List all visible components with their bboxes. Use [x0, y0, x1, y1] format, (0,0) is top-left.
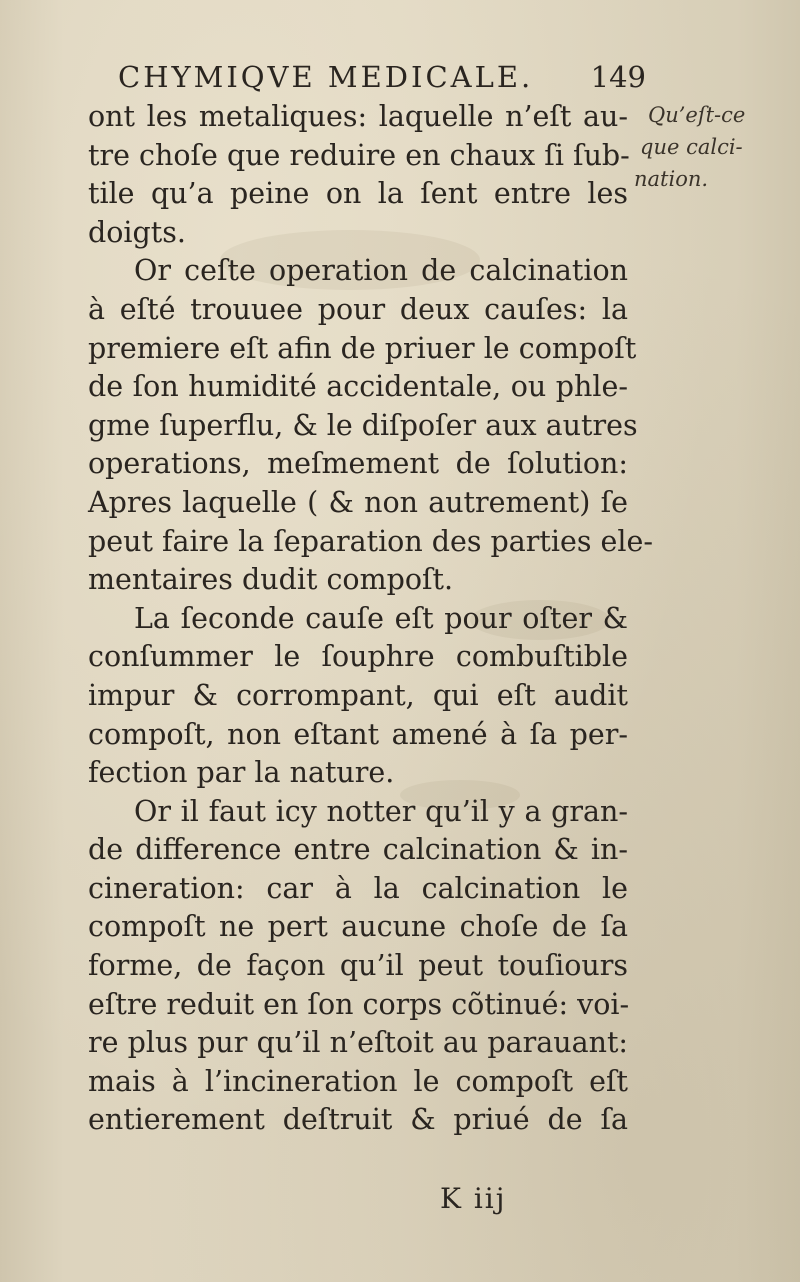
text-line: impur & corrompant, qui eſt audit — [88, 678, 628, 712]
text-line: de difference entre calcination & in- — [88, 833, 628, 867]
text-line: re plus pur qu’il n’eſtoit au parauant: — [88, 1026, 628, 1060]
text-line: entierement deſtruit & priué de ſa — [88, 1103, 628, 1137]
text-line: premiere eſt afin de priuer le compoſt — [88, 331, 637, 365]
text-line: La ſeconde cauſe eſt pour oſter & — [134, 601, 628, 635]
text-line: Or ceſte operation de calcination — [134, 254, 628, 288]
page-number: 149 — [590, 60, 646, 94]
text-line: operations, meſmement de ſolution: — [88, 447, 628, 481]
text-line: tile qu’a peine on la ſent entre les — [88, 177, 628, 211]
text-line: eſtre reduit en ſon corps cõtinué: voi- — [88, 987, 630, 1021]
marginal-note-line: Qu’eſt-ce — [648, 103, 746, 127]
text-line: mais à l’incineration le compoſt eſt — [88, 1064, 628, 1098]
text-line: mentaires dudit compoſt. — [88, 563, 454, 597]
text-line: conſummer le ſouphre combuſtible — [88, 640, 628, 674]
running-title: CHYMIQVE MEDICALE. — [118, 60, 534, 94]
running-header — [118, 56, 646, 100]
marginal-note-line: nation. — [634, 167, 709, 191]
text-line: Or il faut icy notter qu’il y a gran- — [134, 794, 628, 828]
text-line: à eſté trouuee pour deux cauſes: la — [88, 292, 628, 326]
text-line: fection par la nature. — [88, 756, 395, 790]
text-line: tre choſe que reduire en chaux ſi ſub- — [88, 138, 630, 172]
text-line: de ſon humidité accidentale, ou phle- — [88, 370, 628, 404]
signature-mark: K iij — [440, 1182, 507, 1215]
marginal-note — [634, 100, 774, 194]
text-line: doigts. — [88, 215, 186, 249]
text-line: gme ſuperflu, & le diſpoſer aux autres — [88, 408, 638, 442]
text-line: cineration: car à la calcination le — [88, 871, 628, 905]
text-line: ont les metaliques: laquelle n’eſt au- — [88, 100, 628, 133]
main-text-block — [88, 98, 654, 1140]
text-line: Apres laquelle ( & non autrement) ſe — [88, 485, 628, 519]
text-line: peut faire la ſeparation des parties ele- — [88, 524, 654, 558]
text-line: compoſt ne pert aucune choſe de ſa — [88, 910, 628, 944]
text-line: compoſt, non eſtant amené à ſa per- — [88, 717, 628, 751]
marginal-note-line: que calci- — [640, 135, 743, 159]
text-line: forme, de façon qu’il peut touſiours — [88, 949, 628, 983]
